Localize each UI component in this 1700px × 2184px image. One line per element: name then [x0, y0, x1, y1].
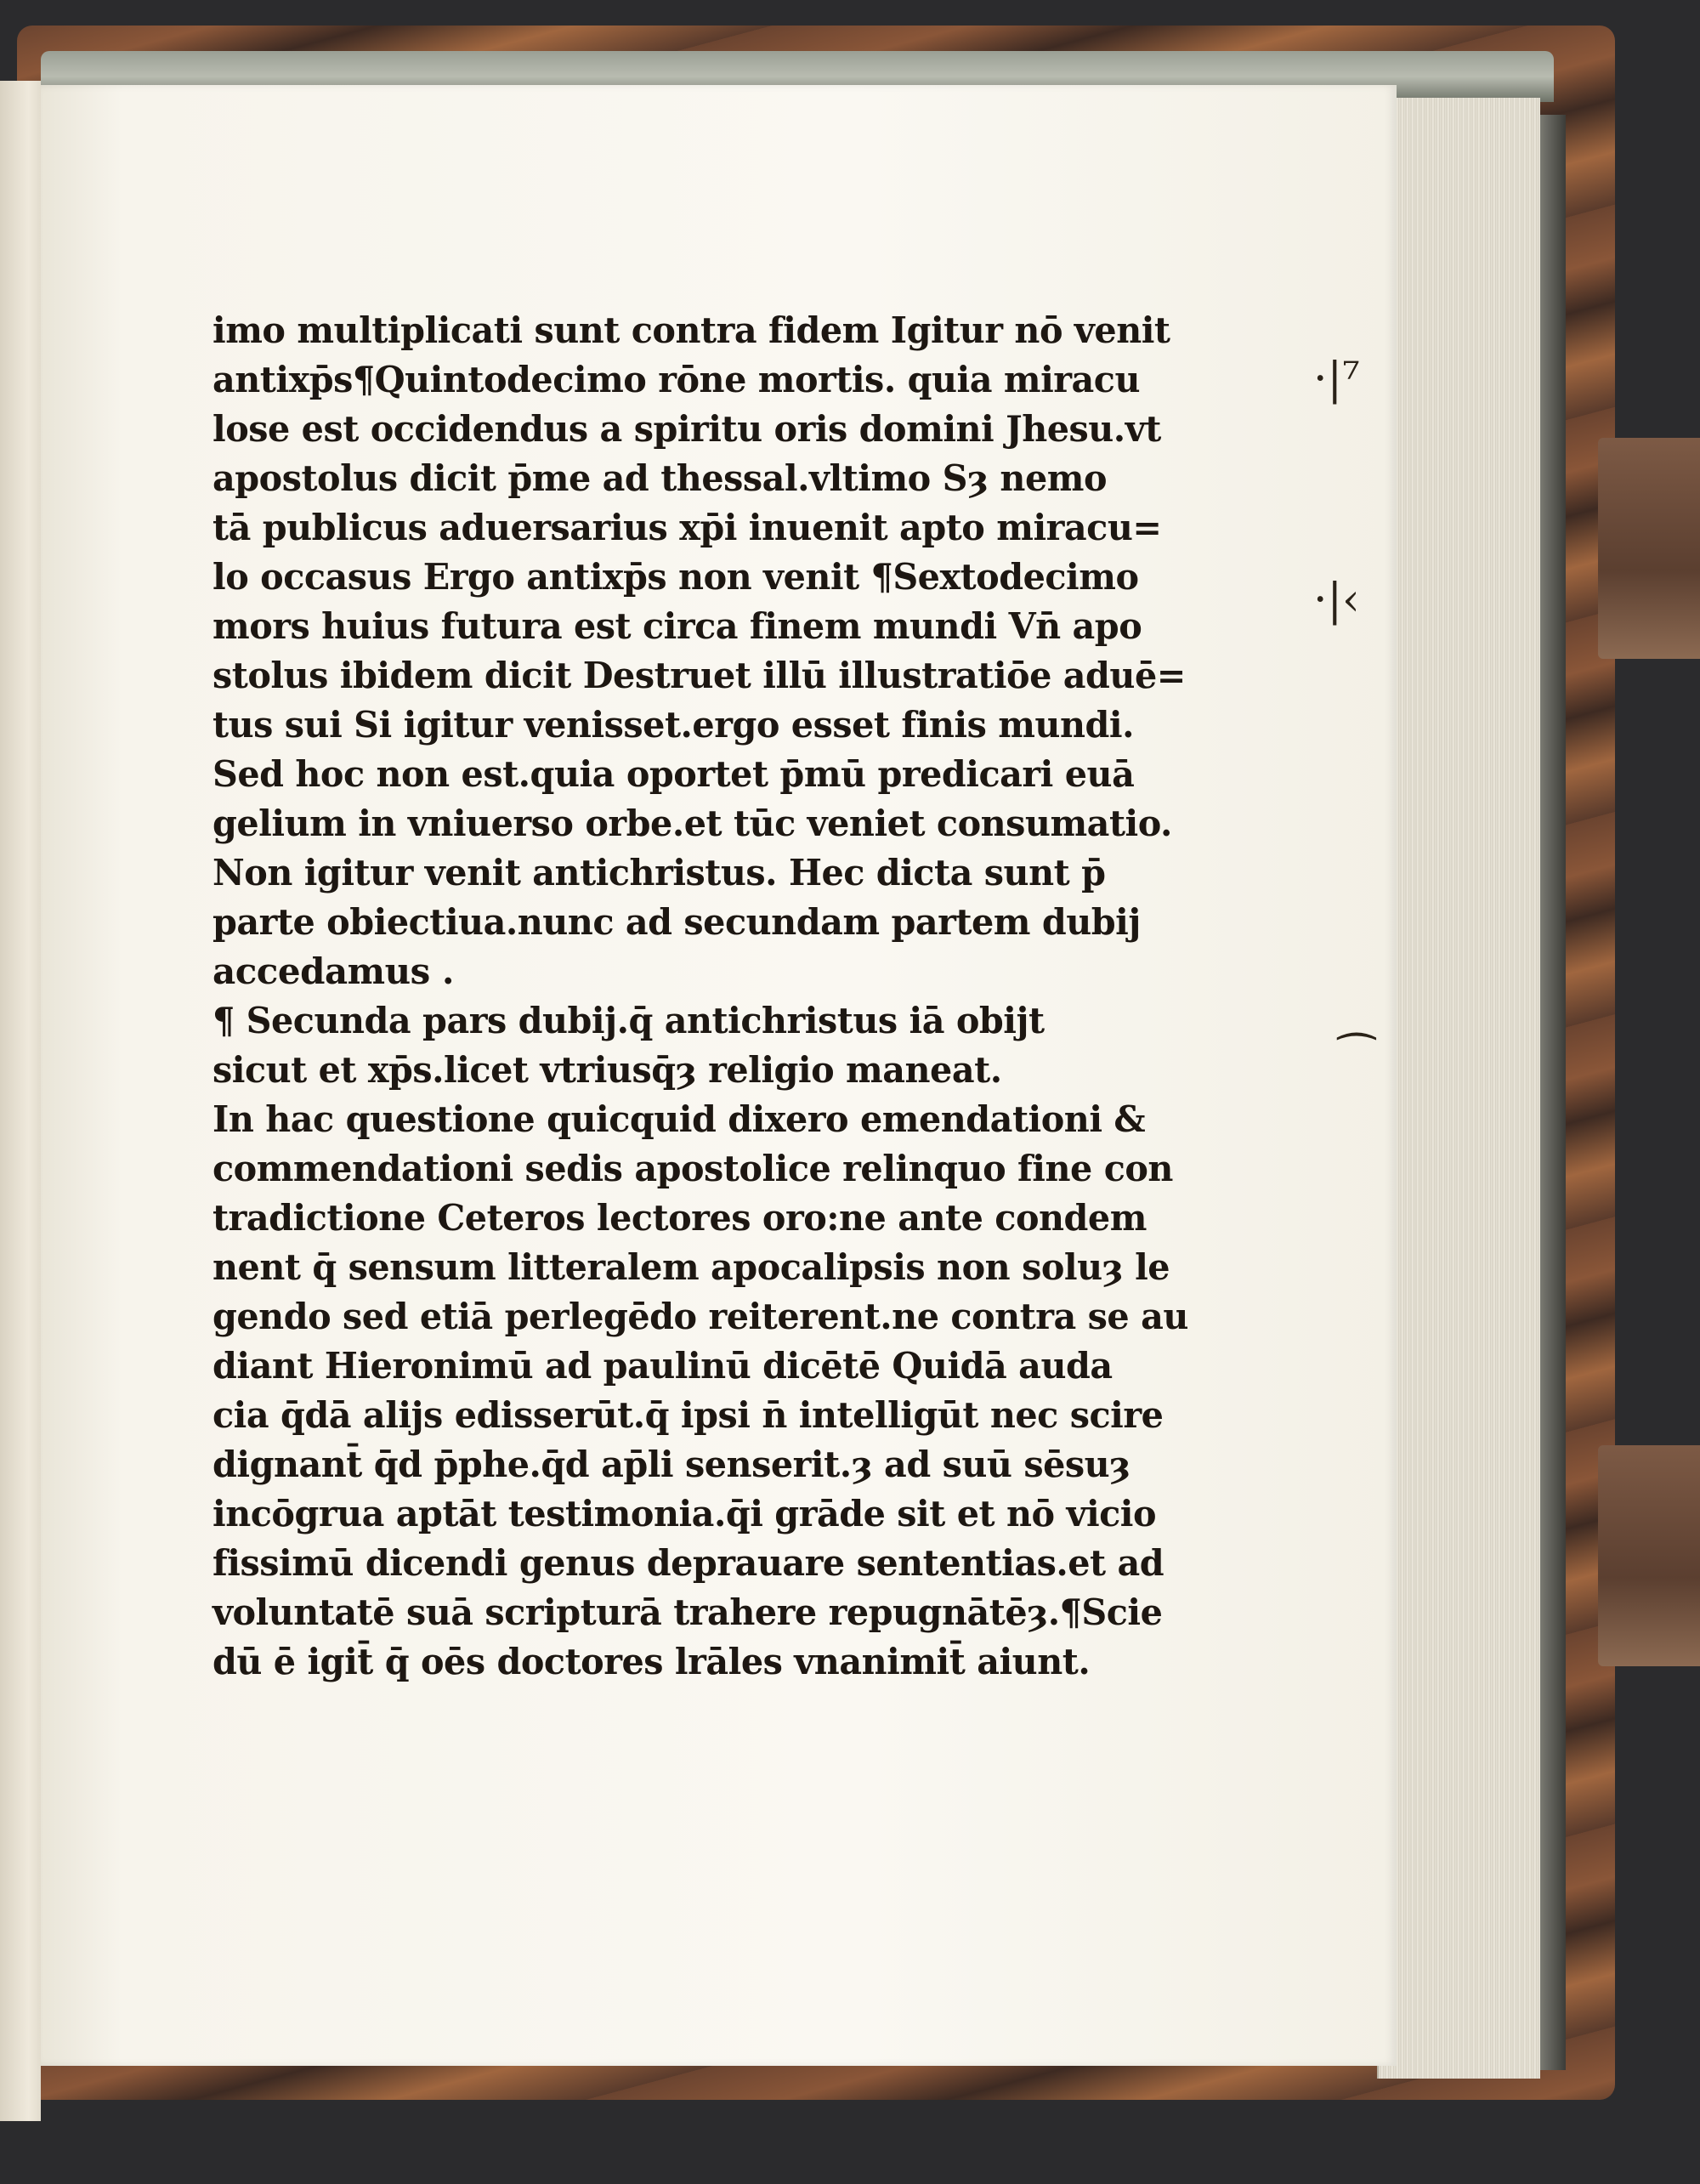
text-line: fissimū dicendi genus deprauare sententias.et ad: [212, 1542, 1164, 1584]
text-line: tā publicus aduersarius xp̄i inuenit apto miracu=: [212, 507, 1162, 548]
margin-pen-mark: ·|‹: [1313, 575, 1360, 626]
text-line: tus sui Si igitur venisset.ergo esset finis mundi.: [212, 704, 1134, 746]
text-line: dū ē igit̄ q̄ oēs doctores lrāles vnanimit̄ aiunt.: [212, 1641, 1091, 1682]
text-line: antixp̄s¶Quintodecimo rōne mortis. quia miracu: [212, 359, 1141, 400]
text-line: nent q̄ sensum litteralem apocalipsis non soluȝ le: [212, 1246, 1170, 1288]
text-line: voluntatē suā scripturā trahere repugnātēȝ.¶Scie: [212, 1591, 1163, 1633]
text-line: diant Hieronimū ad paulinū dicētē Quidā auda: [212, 1345, 1113, 1387]
text-line: imo multiplicati sunt contra fidem Igitur nō venit: [212, 309, 1170, 351]
text-line: Non igitur venit antichristus. Hec dicta sunt p̄: [212, 852, 1106, 893]
text-line: sicut et xp̄s.licet vtriusq̄ȝ religio maneat.: [212, 1049, 1002, 1091]
text-line: commendationi sedis apostolice relinquo fine con: [212, 1148, 1173, 1189]
text-line: In hac questione quicquid dixero emendationi &: [212, 1098, 1146, 1140]
text-line: stolus ibidem dicit Destruet illū illustratiōe aduē=: [212, 655, 1186, 696]
text-line: incōgrua aptāt testimonia.q̄i grāde sit et nō vicio: [212, 1493, 1157, 1534]
margin-pen-mark: ⁀: [1339, 1034, 1374, 1085]
text-line: tradictione Ceteros lectores oro:ne ante condem: [212, 1197, 1147, 1239]
text-line: dignant̄ q̄d p̄phe.q̄d ap̄li senserit.ȝ ad suū sēsuȝ: [212, 1444, 1130, 1485]
clasp-strap-lower: [1598, 1445, 1700, 1666]
fore-edge-leaves: [1377, 98, 1540, 2079]
text-line: lo occasus Ergo antixp̄s non venit ¶Sextodecimo: [212, 556, 1139, 598]
margin-pen-mark: ·|⁷: [1313, 354, 1360, 405]
text-line: accedamus .: [212, 950, 455, 992]
text-line: apostolus dicit p̄me ad thessal.vltimo Sȝ nemo: [212, 457, 1108, 499]
text-line: mors huius futura est circa finem mundi Vn̄ apo: [212, 605, 1142, 647]
text-line: cia q̄dā alijs edisserūt.q̄ ipsi n̄ intelligūt nec scire: [212, 1394, 1164, 1436]
section-heading-line: ¶ Secunda pars dubij.q̄ antichristus iā obijt: [212, 1000, 1045, 1041]
clasp-strap-upper: [1598, 438, 1700, 659]
left-facing-page-edge: [0, 81, 41, 2121]
text-line: gelium in vniuerso orbe.et tūc veniet consumatio.: [212, 803, 1172, 844]
main-text-block: [212, 306, 1232, 1687]
text-line: Sed hoc non est.quia oportet p̄mū predicari euā: [212, 753, 1135, 795]
text-line: parte obiectiua.nunc ad secundam partem dubij: [212, 901, 1141, 943]
text-line: lose est occidendus a spiritu oris domini Jhesu.vt: [212, 408, 1161, 450]
text-line: gendo sed etiā perlegēdo reiterent.ne contra se au: [212, 1296, 1188, 1337]
